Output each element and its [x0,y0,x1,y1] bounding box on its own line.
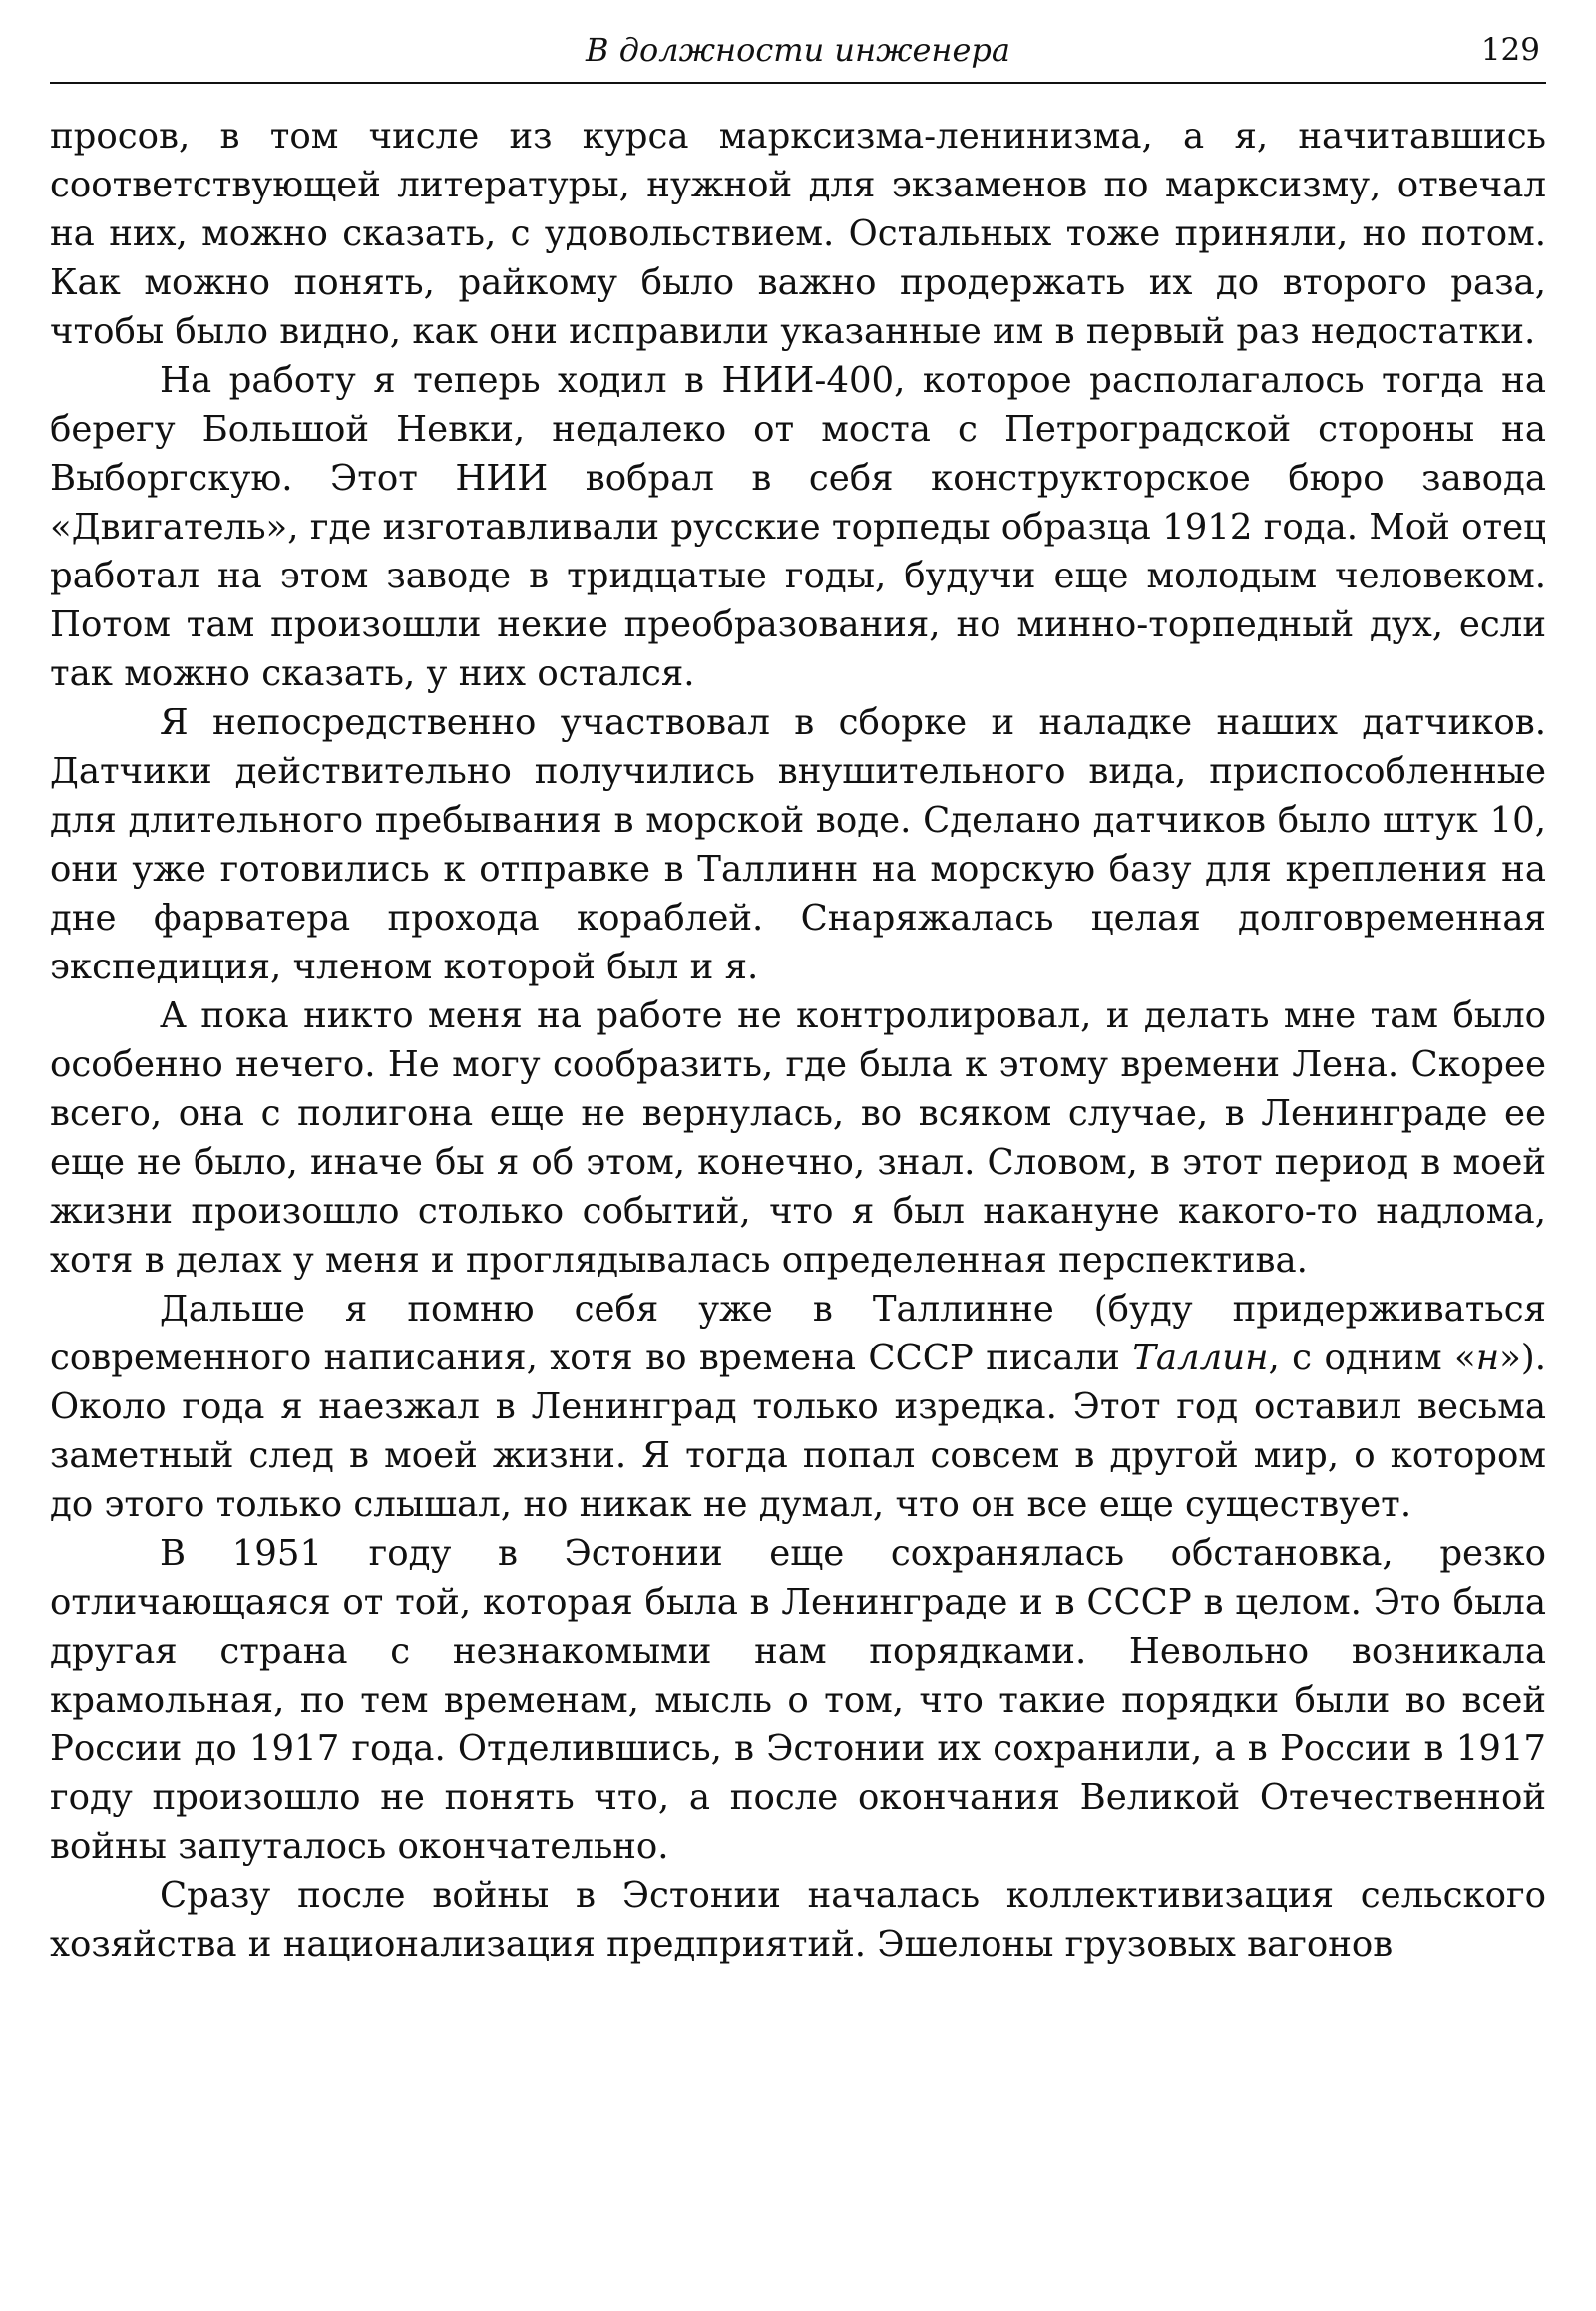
paragraph-5 [50,1285,1546,1529]
paragraph-5-part-2: , с одним « [1268,1338,1476,1378]
body-text [50,112,1546,1969]
paragraph-5-part-3: »). Около года я наезжал в Ленинград только изредка. Этот год оставил весьма заметный след в моей жизни. Я тогда попал совсем в другой мир, о котором до этого только слышал, но никак не думал, что он все еще существует. [50,1338,1547,1525]
italic-word-tallin: Таллин [1132,1338,1269,1378]
italic-letter-n: н [1475,1338,1500,1378]
running-header [50,26,1546,84]
paragraph-5-part-1: Дальше я помню себя уже в Таллинне (буду придерживаться современного написания, хотя во времена СССР писали [50,1289,1546,1378]
book-page [50,26,1546,1969]
paragraph-6: В 1951 году в Эстонии еще сохранялась обстановка, резко отличающаяся от той, которая была в Ленинграде и в СССР в целом. Это была другая страна с незнакомыми нам порядками. Невольно возникала крамольная, по тем временам, мысль о том, что такие порядки были во всей России до 1917 года. Отделившись, в Эстонии их сохранили, а в России в 1917 году произошло не понять что, а после окончания Великой Отечественной войны запуталось окончательно. [50,1533,1546,1867]
paragraph-7: Сразу после войны в Эстонии началась коллективизация сельского хозяйства и национализация предприятий. Эшелоны грузовых вагонов [50,1875,1546,1965]
paragraph-4: А пока никто меня на работе не контролировал, и делать мне там было особенно нечего. Не могу сообразить, где была к этому времени Лена. Скорее всего, она с полигона еще не вернулась, во всяком случае, в Ленинграде ее еще не было, иначе бы я об этом, конечно, знал. Словом, в этот период в моей жизни произошло столько событий, что я был накануне какого-то надлома, хотя в делах у меня и проглядывалась определенная перспектива. [50,995,1546,1281]
page-number: 129 [1480,32,1540,68]
running-title: В должности инженера [586,31,1010,69]
paragraph-3: Я непосредственно участвовал в сборке и наладке наших датчиков. Датчики действительно получились внушительного вида, приспособленные для длительного пребывания в морской воде. Сделано датчиков было штук 10, они уже готовились к отправке в Таллинн на морскую базу для крепления на дне фарватера прохода кораблей. Снаряжалась целая долговременная экспедиция, членом которой был и я. [50,702,1546,987]
paragraph-1: просов, в том числе из курса марксизма-ленинизма, а я, начитавшись соответствующей литературы, нужной для экзаменов по марксизму, отвечал на них, можно сказать, с удовольствием. Остальных тоже приняли, но потом. Как можно понять, райкому было важно продержать их до второго раза, чтобы было видно, как они исправили указанные им в первый раз недостатки. [50,116,1546,352]
paragraph-2: На работу я теперь ходил в НИИ-400, которое располагалось тогда на берегу Большой Невки, недалеко от моста с Петроградской стороны на Выборгскую. Этот НИИ вобрал в себя конструкторское бюро завода «Двигатель», где изготавливали русские торпеды образца 1912 года. Мой отец работал на этом заводе в тридцатые годы, будучи еще молодым человеком. Потом там произошли некие преобразования, но минно-торпедный дух, если так можно сказать, у них остался. [50,360,1546,694]
